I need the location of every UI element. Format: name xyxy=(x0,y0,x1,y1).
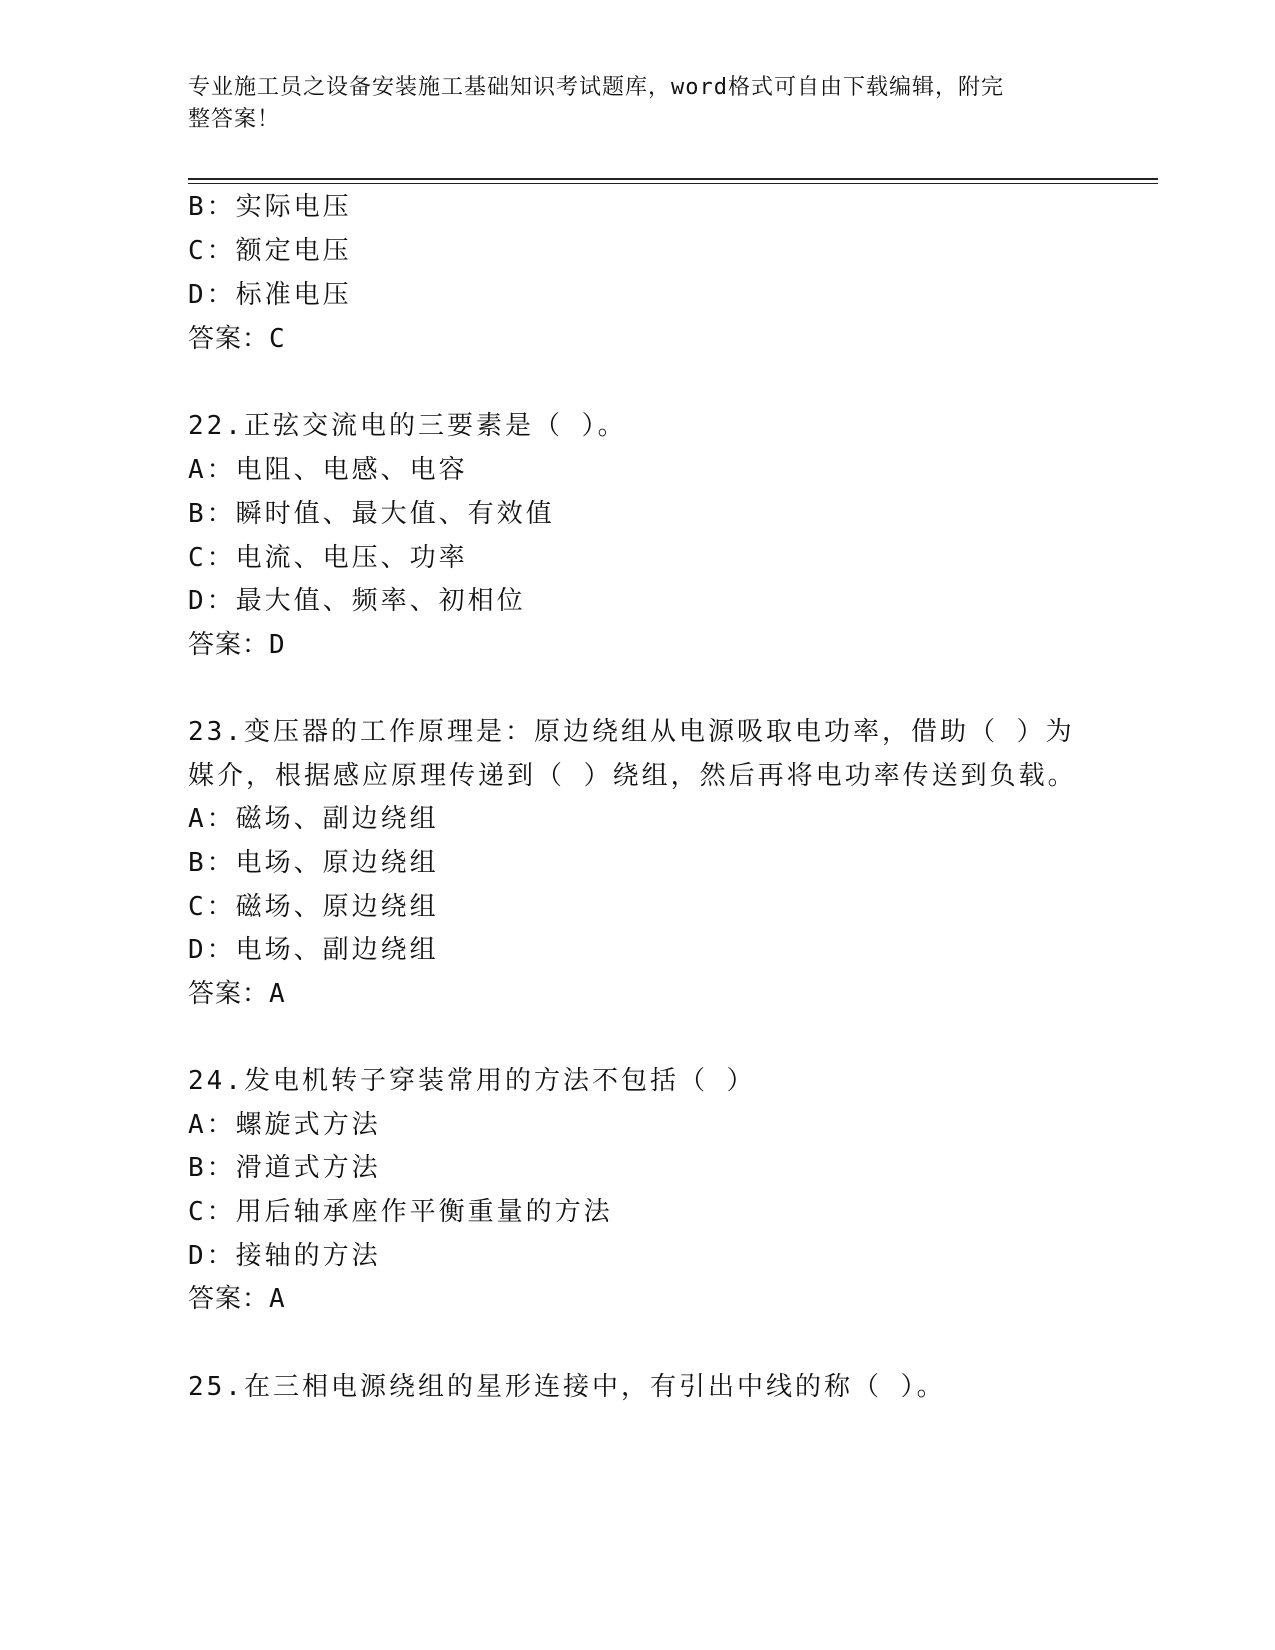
q24-option-b: B：滑道式方法 xyxy=(188,1153,381,1183)
q22-option-d: D：最大值、频率、初相位 xyxy=(188,586,526,616)
q23-answer: 答案：A xyxy=(188,979,286,1009)
q22-answer: 答案：D xyxy=(188,630,286,660)
q24-stem: 24.发电机转子穿装常用的方法不包括（ ） xyxy=(188,1066,756,1096)
header-divider-thick xyxy=(188,178,1158,180)
header-divider-thin xyxy=(188,183,1158,184)
q21-option-d: D：标准电压 xyxy=(188,280,352,310)
header-title-line-2: 整答案！ xyxy=(188,107,281,132)
q22-stem: 22.正弦交流电的三要素是（ ）。 xyxy=(188,411,627,441)
q23-stem-line-1: 23.变压器的工作原理是：原边绕组从电源吸取电功率，借助（ ）为 xyxy=(188,717,1075,747)
q21-option-c: C：额定电压 xyxy=(188,236,352,266)
q22-option-b: B：瞬时值、最大值、有效值 xyxy=(188,499,555,529)
q21-option-b: B：实际电压 xyxy=(188,192,352,222)
q25-stem: 25.在三相电源绕组的星形连接中，有引出中线的称（ ）。 xyxy=(188,1372,946,1402)
header-title-line-1: 专业施工员之设备安装施工基础知识考试题库，word格式可自由下载编辑，附完 xyxy=(188,75,1004,100)
q23-stem-line-2: 媒介，根据感应原理传递到（ ）绕组，然后再将电功率传送到负载。 xyxy=(188,761,1077,791)
q22-option-c: C：电流、电压、功率 xyxy=(188,543,468,573)
q24-option-d: D：接轴的方法 xyxy=(188,1241,381,1271)
q23-option-c: C：磁场、原边绕组 xyxy=(188,892,439,922)
q23-option-d: D：电场、副边绕组 xyxy=(188,935,439,965)
q23-option-b: B：电场、原边绕组 xyxy=(188,848,439,878)
q24-option-a: A：螺旋式方法 xyxy=(188,1110,381,1140)
q22-option-a: A：电阻、电感、电容 xyxy=(188,455,468,485)
q24-option-c: C：用后轴承座作平衡重量的方法 xyxy=(188,1197,613,1227)
q24-answer: 答案：A xyxy=(188,1284,286,1314)
document-header xyxy=(188,72,1068,136)
q21-answer: 答案：C xyxy=(188,324,286,354)
q23-option-a: A：磁场、副边绕组 xyxy=(188,804,439,834)
